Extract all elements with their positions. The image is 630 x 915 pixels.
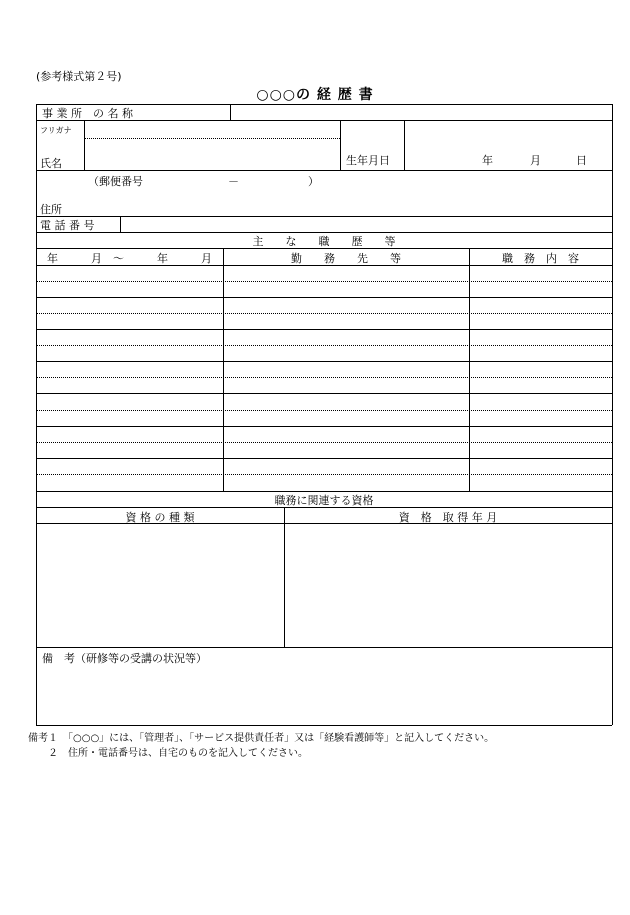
address-label: 住所 — [40, 203, 62, 216]
career-duties-cells[interactable] — [470, 266, 611, 490]
career-employer-cells[interactable] — [224, 266, 468, 490]
qualification-date-field[interactable] — [285, 524, 611, 646]
name-field[interactable] — [85, 139, 339, 169]
career-col-duties: 職 務 内 容 — [502, 252, 579, 265]
qualification-type-field[interactable] — [37, 524, 283, 646]
qualifications-col-date: 資 格 取 得 年 月 — [398, 511, 498, 524]
business-name-label: 事 業 所 の 名 称 — [42, 107, 133, 120]
career-section-title: 主 な 職 歴 等 — [252, 235, 396, 248]
phone-label: 電 話 番 号 — [40, 219, 95, 232]
remarks-label: 備 考（研修等の受講の状況等） — [42, 652, 207, 665]
furigana-field[interactable] — [85, 121, 339, 137]
page-title: ○○○の 経 歴 書 — [256, 87, 374, 103]
postal-code-label: （郵便番号 — [88, 175, 143, 188]
footnote-2: ２ 住所・電話番号は、自宅のものを記入してください。 — [28, 748, 308, 759]
birthdate-year-unit: 年 — [482, 154, 493, 167]
career-period-cells[interactable] — [37, 266, 222, 490]
career-col-period: 年 月 ～ 年 月 — [47, 252, 212, 265]
postal-code-dash: － — [228, 175, 239, 188]
address-field[interactable] — [70, 188, 610, 215]
remarks-field[interactable] — [37, 665, 611, 724]
sample-format-note: (参考様式第２号) — [36, 70, 122, 83]
qualifications-section-title: 職務に関連する資格 — [274, 494, 374, 507]
postal-code-field[interactable] — [150, 172, 300, 186]
name-label: 氏名 — [40, 157, 62, 170]
furigana-label: フリガナ — [40, 126, 72, 135]
postal-code-close: ） — [308, 175, 319, 188]
career-col-employer: 勤 務 先 等 — [291, 252, 401, 265]
birthdate-month-unit: 月 — [530, 154, 541, 167]
phone-field[interactable] — [121, 217, 611, 232]
qualifications-col-type: 資 格 の 種 類 — [125, 511, 195, 524]
birthdate-day-unit: 日 — [576, 154, 587, 167]
birthdate-label: 生年月日 — [346, 154, 390, 167]
business-name-field[interactable] — [231, 105, 611, 120]
footnote-1: 備考１ 「○○○」には、「管理者」、「サービス提供責任者」又は「経験看護師等」と記入してください。 — [28, 733, 495, 744]
